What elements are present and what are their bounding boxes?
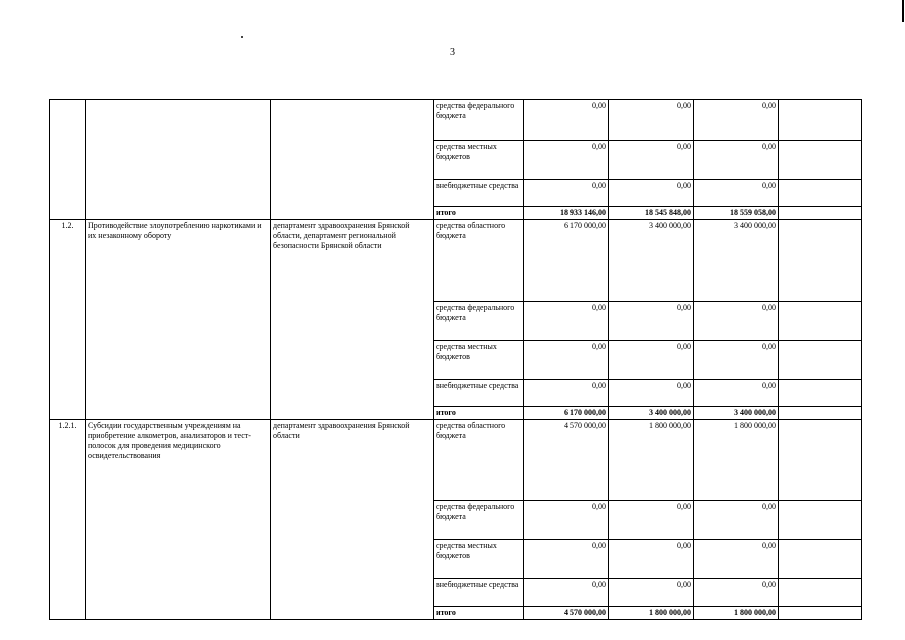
- empty-cell: [779, 341, 862, 380]
- amount-year1-cell: 4 570 000,00: [524, 420, 609, 501]
- table-row: [50, 420, 862, 501]
- amount-year1-cell: 0,00: [524, 579, 609, 607]
- item-index-cell: 1.2.1.: [50, 420, 86, 620]
- empty-cell: [779, 579, 862, 607]
- amount-year3-cell: 0,00: [694, 100, 779, 141]
- empty-cell: [779, 100, 862, 141]
- amount-year2-cell: 0,00: [609, 141, 694, 180]
- funding-source-cell: итого: [434, 207, 524, 220]
- empty-cell: [779, 220, 862, 302]
- item-title-cell: Противодействие злоупотреблению наркотиками и их незаконному обороту: [86, 220, 271, 420]
- item-index-cell: [50, 100, 86, 220]
- amount-year3-cell: 1 800 000,00: [694, 420, 779, 501]
- amount-year3-cell: 3 400 000,00: [694, 407, 779, 420]
- empty-cell: [779, 607, 862, 620]
- amount-year2-cell: 3 400 000,00: [609, 407, 694, 420]
- responsible-cell: департамент здравоохранения Брянской области: [271, 420, 434, 620]
- amount-year3-cell: 0,00: [694, 341, 779, 380]
- page-number: 3: [450, 47, 455, 58]
- empty-cell: [779, 302, 862, 341]
- amount-year3-cell: 18 559 058,00: [694, 207, 779, 220]
- amount-year1-cell: 6 170 000,00: [524, 407, 609, 420]
- amount-year1-cell: 18 933 146,00: [524, 207, 609, 220]
- amount-year1-cell: 0,00: [524, 341, 609, 380]
- amount-year1-cell: 6 170 000,00: [524, 220, 609, 302]
- amount-year2-cell: 0,00: [609, 501, 694, 540]
- amount-year1-cell: 0,00: [524, 302, 609, 341]
- funding-source-cell: итого: [434, 607, 524, 620]
- empty-cell: [779, 380, 862, 407]
- funding-source-cell: средства областного бюджета: [434, 420, 524, 501]
- amount-year1-cell: 0,00: [524, 180, 609, 207]
- funding-source-cell: внебюджетные средства: [434, 180, 524, 207]
- amount-year2-cell: 18 545 848,00: [609, 207, 694, 220]
- funding-source-cell: внебюджетные средства: [434, 579, 524, 607]
- item-title-cell: [86, 100, 271, 220]
- amount-year2-cell: 0,00: [609, 540, 694, 579]
- responsible-cell: [271, 100, 434, 220]
- amount-year1-cell: 0,00: [524, 540, 609, 579]
- table-row: [50, 100, 862, 141]
- amount-year1-cell: 0,00: [524, 380, 609, 407]
- empty-cell: [779, 207, 862, 220]
- amount-year3-cell: 0,00: [694, 302, 779, 341]
- amount-year2-cell: 0,00: [609, 302, 694, 341]
- amount-year1-cell: 0,00: [524, 100, 609, 141]
- page-edge-mark: [902, 0, 904, 22]
- funding-source-cell: внебюджетные средства: [434, 380, 524, 407]
- funding-source-cell: средства федерального бюджета: [434, 100, 524, 141]
- funding-source-cell: средства федерального бюджета: [434, 302, 524, 341]
- empty-cell: [779, 540, 862, 579]
- amount-year1-cell: 4 570 000,00: [524, 607, 609, 620]
- empty-cell: [779, 141, 862, 180]
- amount-year3-cell: 0,00: [694, 141, 779, 180]
- item-title-cell: Субсидии государственным учреждениям на приобретение алкометров, анализаторов и тест-полосок для проведения медицинского освидетельствования: [86, 420, 271, 620]
- amount-year3-cell: 3 400 000,00: [694, 220, 779, 302]
- amount-year3-cell: 1 800 000,00: [694, 607, 779, 620]
- amount-year2-cell: 0,00: [609, 341, 694, 380]
- table-row: [50, 220, 862, 302]
- funding-source-cell: средства областного бюджета: [434, 220, 524, 302]
- amount-year1-cell: 0,00: [524, 501, 609, 540]
- amount-year3-cell: 0,00: [694, 540, 779, 579]
- amount-year3-cell: 0,00: [694, 579, 779, 607]
- empty-cell: [779, 180, 862, 207]
- funding-source-cell: средства федерального бюджета: [434, 501, 524, 540]
- item-index-cell: 1.2.: [50, 220, 86, 420]
- amount-year3-cell: 0,00: [694, 180, 779, 207]
- amount-year2-cell: 0,00: [609, 100, 694, 141]
- empty-cell: [779, 407, 862, 420]
- amount-year2-cell: 0,00: [609, 380, 694, 407]
- funding-source-cell: средства местных бюджетов: [434, 341, 524, 380]
- scan-speck: [241, 36, 243, 38]
- amount-year1-cell: 0,00: [524, 141, 609, 180]
- amount-year2-cell: 3 400 000,00: [609, 220, 694, 302]
- amount-year2-cell: 1 800 000,00: [609, 420, 694, 501]
- empty-cell: [779, 501, 862, 540]
- funding-source-cell: средства местных бюджетов: [434, 540, 524, 579]
- budget-table: [49, 99, 862, 620]
- amount-year2-cell: 0,00: [609, 579, 694, 607]
- amount-year2-cell: 1 800 000,00: [609, 607, 694, 620]
- responsible-cell: департамент здравоохранения Брянской области, департамент региональной безопасности Брянской области: [271, 220, 434, 420]
- funding-source-cell: итого: [434, 407, 524, 420]
- empty-cell: [779, 420, 862, 501]
- amount-year2-cell: 0,00: [609, 180, 694, 207]
- amount-year3-cell: 0,00: [694, 501, 779, 540]
- amount-year3-cell: 0,00: [694, 380, 779, 407]
- funding-source-cell: средства местных бюджетов: [434, 141, 524, 180]
